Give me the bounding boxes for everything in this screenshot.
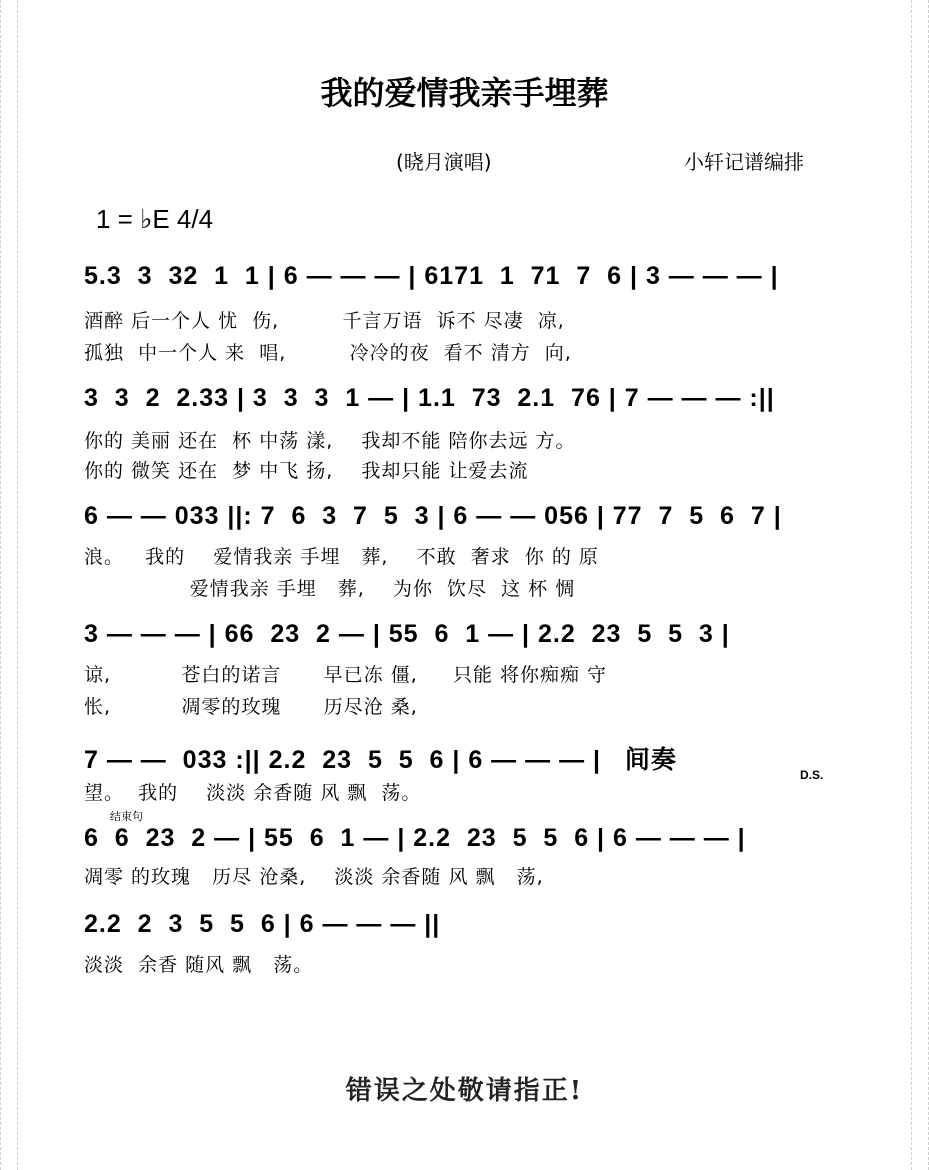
key-signature: 1 = ♭E 4/4: [96, 204, 214, 234]
notation-line-2: 3 3 2 2.33 | 3 3 3 1 — | 1.1 73 2.1 76 | 7 — — — :||: [84, 384, 775, 412]
lyrics-line-1b: 孤独 中一个人 来 唱, 冷冷的夜 看不 清方 向,: [84, 342, 572, 364]
lyrics-line-3b: 爱情我亲 手埋 葬, 为你 饮尽 这 杯 惆: [84, 578, 576, 600]
footer-note: 错误之处敬请指正!: [345, 1076, 584, 1106]
lyrics-line-1a: 酒醉 后一个人 忧 伤, 千言万语 诉不 尽凄 凉,: [84, 310, 565, 332]
lyrics-line-2b: 你的 微笑 还在 梦 中飞 扬, 我却只能 让爱去流: [84, 460, 529, 482]
ds-mark: D.S.: [800, 768, 824, 782]
notation-line-3: 6 — — 033 ||: 7 6 3 7 5 3 | 6 — — 056 | 77 7 5 6 7 |: [84, 502, 782, 530]
right-watermark-strip: [911, 0, 929, 1170]
lyrics-line-3a: 浪。 我的 爱情我亲 手埋 葬, 不敢 奢求 你 的 原: [84, 546, 599, 568]
lyrics-line-2a: 你的 美丽 还在 杯 中荡 漾, 我却不能 陪你去远 方。: [84, 430, 576, 452]
notation-line-6: 6 6 23 2 — | 55 6 1 — | 2.2 23 5 5 6 | 6 — — — |: [84, 824, 746, 852]
notation-line-4: 3 — — — | 66 23 2 — | 55 6 1 — | 2.2 23 5 5 3 |: [84, 620, 730, 648]
ending-label: 结束句: [110, 810, 143, 823]
lyrics-line-4b: 怅, 凋零的玫瑰 历尽沧 桑,: [84, 696, 418, 718]
song-title: 我的爱情我亲手埋葬: [320, 74, 609, 112]
lyrics-line-5: 望。 我的 淡淡 余香随 风 飘 荡。: [84, 782, 422, 804]
arranger: 小轩记谱编排: [684, 150, 804, 174]
lyrics-line-6: 凋零 的玫瑰 历尽 沧桑, 淡淡 余香随 风 飘 荡,: [84, 866, 544, 888]
notation-line-7: 2.2 2 3 5 5 6 | 6 — — — ||: [84, 910, 441, 938]
notation-line-1: 5.3 3 32 1 1 | 6 — — — | 6171 1 71 7 6 | 3 — — — |: [84, 262, 779, 290]
lyrics-line-7: 淡淡 余香 随风 飘 荡。: [84, 954, 314, 976]
left-watermark-strip: [0, 0, 18, 1170]
lyrics-line-4a: 谅, 苍白的诺言 早已冻 僵, 只能 将你痴痴 守: [84, 664, 608, 686]
singer: (晓月演唱): [396, 150, 492, 174]
notation-line-5: 7 — — 033 :|| 2.2 23 5 5 6 | 6 — — — | 间奏: [84, 746, 677, 774]
